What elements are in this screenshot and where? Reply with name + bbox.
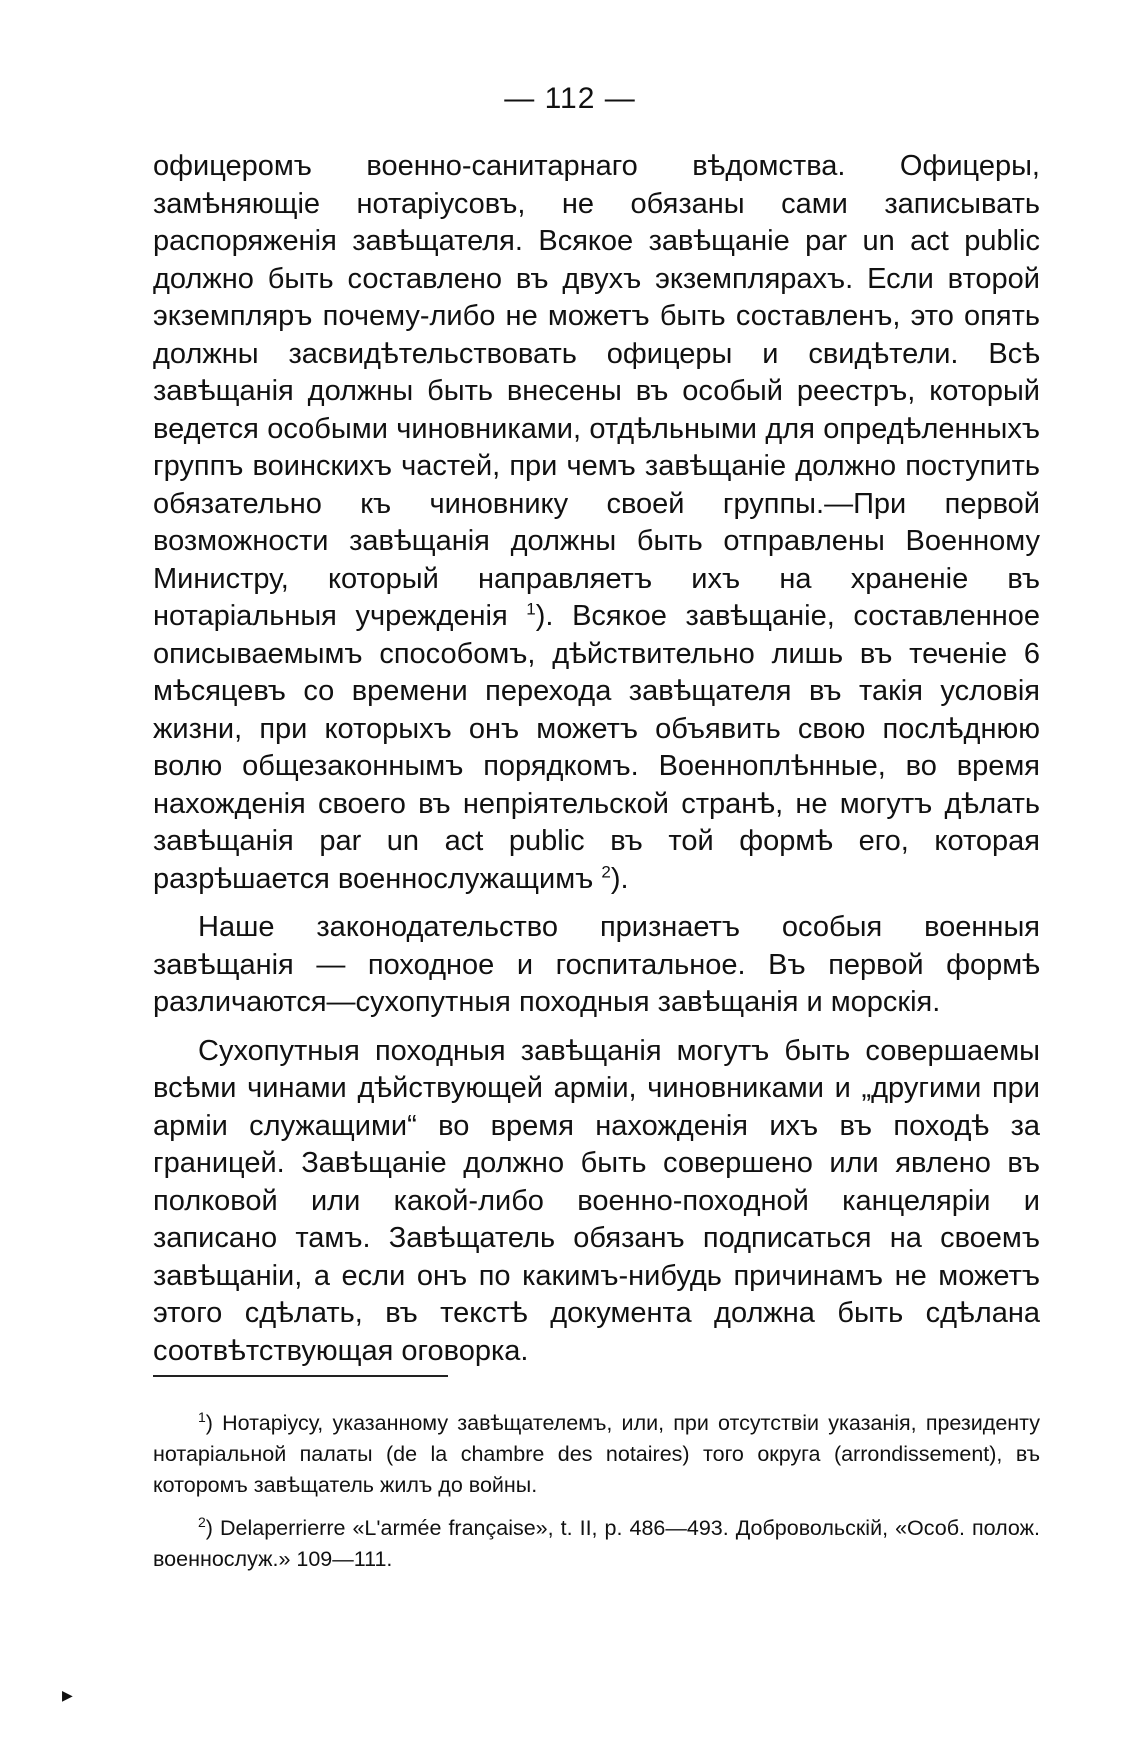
footnote-divider <box>153 1375 448 1377</box>
paragraph-2: Наше законодательство признаетъ особыя военныя завѣщанія — походное и госпитальное. Въ первой формѣ различаются—сухопутныя походныя завѣщанія и морскія. <box>153 911 1040 1018</box>
footnote-1 <box>153 1408 1040 1501</box>
page-number: — 112 — <box>504 82 636 115</box>
paragraph-1 <box>153 148 1040 898</box>
footnote-1-marker: 1 <box>198 1408 206 1425</box>
paragraph-1-text: офицеромъ военно-санитарнаго вѣдомства. Офицеры, замѣняющіе нотаріусовъ, не обязаны сами записывать распоряженія завѣщателя. Всякое завѣщаніе par un act public должно быть составлено въ двухъ экземплярахъ. Если второй экземпляръ почему-либо не можетъ быть составленъ, это опять должны засвидѣтельствовать офицеры и свидѣтели. Всѣ завѣщанія должны быть внесены въ особый реестръ, который ведется особыми чиновниками, отдѣльными для опредѣленныхъ группъ воинскихъ частей, при чемъ завѣщаніе должно поступить обязательно къ чиновнику своей группы.—При первой возможности завѣщанія должны быть отправлены Военному Министру, который направляетъ ихъ на храненіе въ нотаріальныя учрежденія <box>153 150 1040 632</box>
footnote-2 <box>153 1513 1040 1575</box>
footnote-ref-2: 2 <box>601 861 611 881</box>
footnotes <box>153 1408 1040 1587</box>
footnote-1-text: ) Нотаріусу, указанному завѣщателемъ, или, при отсутствіи указанія, президенту нотаріальной палаты (de la chambre des notaires) того округа (arrondissement), въ которомъ завѣщатель жилъ до войны. <box>153 1411 1040 1497</box>
main-text <box>153 148 1040 1381</box>
paragraph-3: Сухопутныя походныя завѣщанія могутъ быть совершаемы всѣми чинами дѣйствующей арміи, чиновниками и „другими при арміи служащими“ во время нахожденія ихъ въ походѣ за границей. Завѣщаніе должно быть совершено или явлено въ полковой или какой-либо военно-походной канцеляріи и записано тамъ. Завѣщатель обязанъ подписаться на своемъ завѣщаніи, а если онъ по какимъ-нибудь причинамъ не можетъ этого сдѣлать, въ текстѣ документа должна быть сдѣлана соотвѣтствующая оговорка. <box>153 1034 1040 1367</box>
footnote-2-text: ) Delaperrierre «L'armée française», t. II, p. 486—493. Добровольскій, «Особ. полож. военнослуж.» 109—111. <box>153 1516 1040 1571</box>
footnote-ref-1: 1 <box>526 599 536 619</box>
footnote-2-marker: 2 <box>198 1513 206 1530</box>
margin-mark-icon: ▶ <box>62 1687 73 1703</box>
paragraph-1-text-c: ). <box>610 862 629 895</box>
paragraph-1-text-b: ). Всякое завѣщаніе, составленное описываемымъ способомъ, дѣйствительно лишь въ теченіе 6 мѣсяцевъ со времени перехода завѣщателя въ такія условія жизни, при которыхъ онъ можетъ объявить свою послѣднюю волю общезаконнымъ порядкомъ. Военноплѣнные, во время нахожденія своего въ непріятельской странѣ, не могутъ дѣлать завѣщанія par un act public въ той формѣ его, которая разрѣшается военнослужащимъ <box>153 600 1040 895</box>
